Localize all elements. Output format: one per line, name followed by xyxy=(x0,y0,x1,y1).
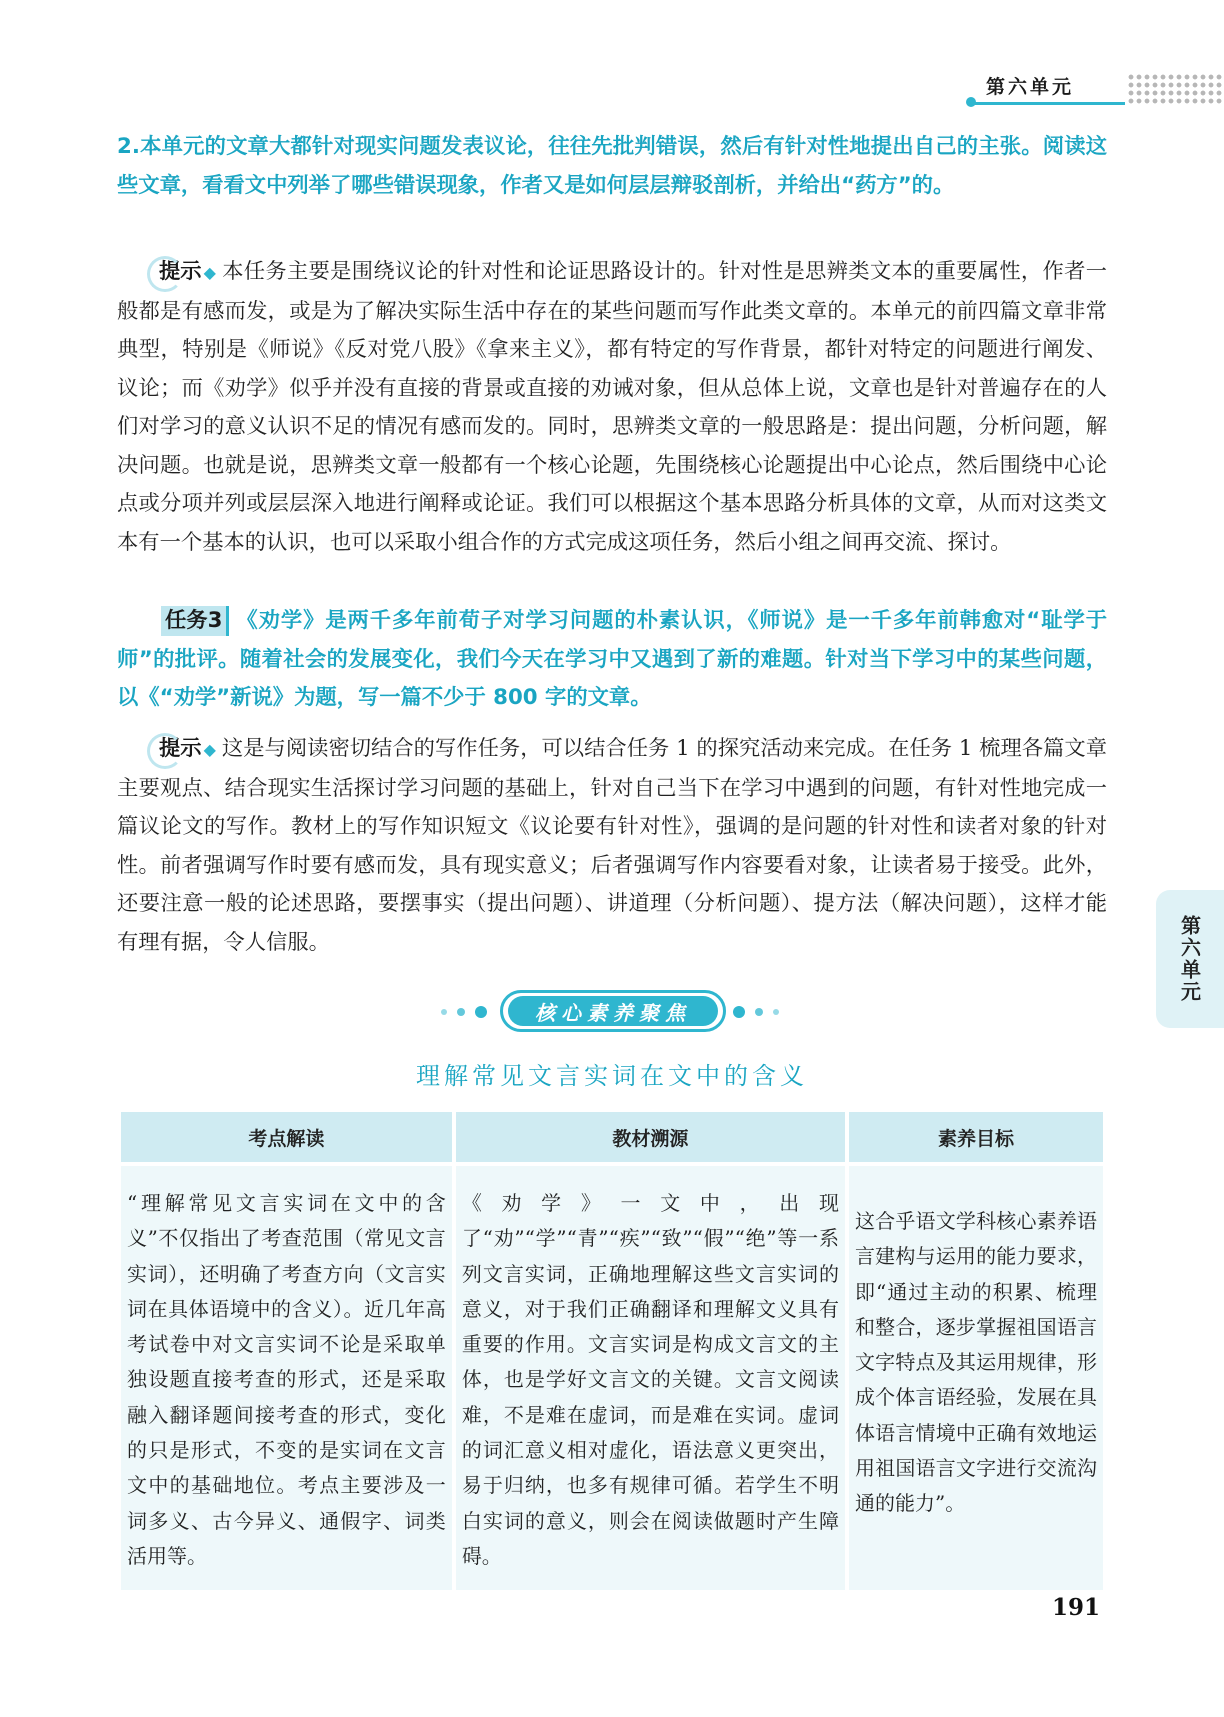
table-header-cell: 教材溯源 xyxy=(456,1112,845,1162)
table-row xyxy=(121,1166,1103,1590)
item-2-question: 2.本单元的文章大都针对现实问题发表议论，往往先批判错误，然后有针对性地提出自己的主张。阅读这些文章，看看文中列举了哪些错误现象，作者又是如何层层辩驳剖析，并给出“药方”的。 xyxy=(117,134,1107,198)
task-3-badge: 任务3 xyxy=(161,606,229,636)
hint-2-label: 提示 xyxy=(159,736,202,761)
literacy-table xyxy=(117,1112,1107,1590)
hint-1-text: 本任务主要是围绕议论的针对性和论证思路设计的。针对性是思辨类文本的重要属性，作者一般都是有感而发，或是为了解决实际生活中存在的某些问题而写作此类文章的。本单元的前四篇文章非常典型，特别是《师说》《反对党八股》《拿来主义》，都有特定的写作背景，都针对特定的问题进行阐发、议论；而《劝学》似乎并没有直接的背景或直接的劝诫对象，但从总体上说，文章也是针对普遍存在的人们对学习的意义认识不足的情况有感而发的。同时，思辨类文章的一般思路是：提出问题，分析问题，解决问题。也就是说，思辨类文章一般都有一个核心论题，先围绕核心论题提出中心论点，然后围绕中心论点或分项并列或层层深入地进行阐释或论证。我们可以根据这个基本思路分析具体的文章，从而对这类文本有一个基本的认识，也可以采取小组合作的方式完成这项任务，然后小组之间再交流、探讨。 xyxy=(117,259,1107,555)
unit-header-label: 第六单元 xyxy=(986,76,1075,98)
task-3-paragraph xyxy=(117,602,1107,718)
core-literacy-badge-text: 核心素养聚焦 xyxy=(508,996,718,1026)
arrow-right-icon: ◆ xyxy=(203,740,216,759)
hint-2-paragraph xyxy=(117,730,1107,962)
side-tab-label: 第六单元 xyxy=(1177,915,1202,1003)
right-dots-icon xyxy=(733,1006,793,1018)
task-3-text: 《劝学》是两千多年前荀子对学习问题的朴素认识，《师说》是一千多年前韩愈对“耻学于师”的批评。随着社会的发展变化，我们今天在学习中又遇到了新的难题。针对当下学习中的某些问题，以《“劝学”新说》为题，写一篇不少于 800 字的文章。 xyxy=(117,608,1107,710)
core-literacy-section-heading xyxy=(441,990,793,1034)
hint-1-paragraph xyxy=(117,253,1107,562)
page-number: 191 xyxy=(1052,1594,1101,1621)
table-header-cell: 素养目标 xyxy=(849,1112,1103,1162)
table-cell-exam-point: “理解常见文言实词在文中的含义”不仅指出了考查范围（常见文言实词），还明确了考查方向（文言实词在具体语境中的含义）。近几年高考试卷中对文言实词不论是采取单独设题直接考查的形式，还是采取融入翻译题间接考查的形式，变化的只是形式，不变的是实词在文言文中的基础地位。考点主要涉及一词多义、古今异义、通假字、词类活用等。 xyxy=(121,1166,452,1590)
hint-2-text: 这是与阅读密切结合的写作任务，可以结合任务 1 的探究活动来完成。在任务 1 梳理各篇文章主要观点、结合现实生活探讨学习问题的基础上，针对自己当下在学习中遇到的问题，有针对性地完成一篇议论文的写作。教材上的写作知识短文《议论要有针对性》，强调的是问题的针对性和读者对象的针对性。前者强调写作时要有感而发，具有现实意义；后者强调写作内容要看对象，让读者易于接受。此外，还要注意一般的论述思路，要摆事实（提出问题）、讲道理（分析问题）、提方法（解决问题），这样才能有理有据，令人信服。 xyxy=(117,736,1107,955)
header-rule xyxy=(975,102,1125,105)
header-dot-pattern xyxy=(1127,73,1224,105)
table-cell-literacy-goal: 这合乎语文学科核心素养语言建构与运用的能力要求，即“通过主动的积累、梳理和整合，逐步掌握祖国语言文字特点及其运用规律，形成个体言语经验，发展在具体语言情境中正确有效地运用祖国语言文字进行交流沟通的能力”。 xyxy=(849,1166,1103,1590)
table-header-row xyxy=(121,1112,1103,1162)
core-literacy-badge xyxy=(500,990,726,1032)
left-dots-icon xyxy=(441,1006,493,1018)
hint-1-badge xyxy=(149,253,216,293)
section-subtitle: 理解常见文言实词在文中的含义 xyxy=(416,1062,808,1090)
hint-1-label: 提示 xyxy=(159,259,202,284)
unit-side-tab xyxy=(1156,890,1224,1028)
table-header-cell: 考点解读 xyxy=(121,1112,452,1162)
arrow-right-icon: ◆ xyxy=(203,263,216,282)
table-cell-textbook-source: 《劝学》一文中，出现了“劝”“学”“青”“疾”“致”“假”“绝”等一系列文言实词，正确地理解这些文言实词的意义，对于我们正确翻译和理解文义具有重要的作用。文言实词是构成文言文的主体，也是学好文言文的关键。文言文阅读难，不是难在虚词，而是难在实词。虚词的词汇意义相对虚化，语法意义更突出，易于归纳，也多有规律可循。若学生不明白实词的意义，则会在阅读做题时产生障碍。 xyxy=(456,1166,845,1590)
hint-2-badge xyxy=(149,730,216,770)
